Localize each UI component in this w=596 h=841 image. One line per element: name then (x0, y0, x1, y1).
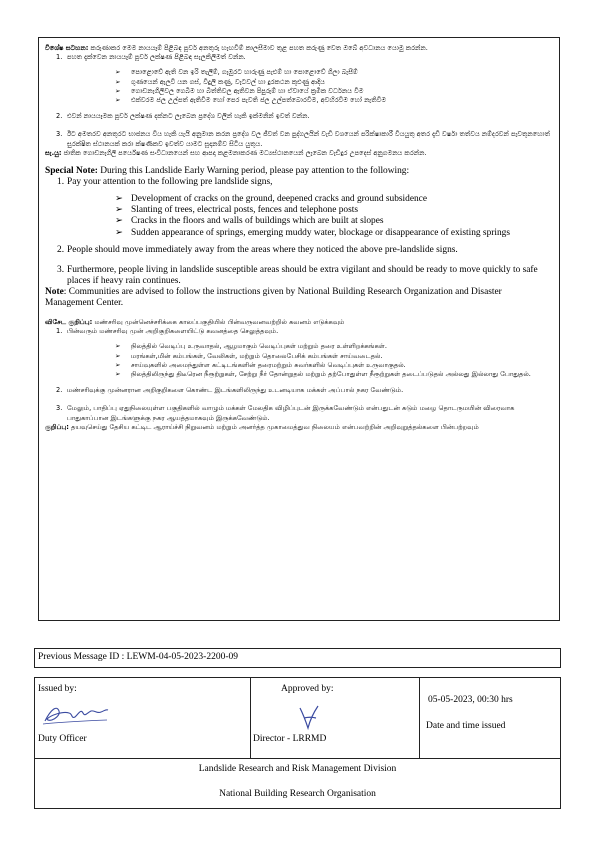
arrow-bullet-icon: ➢ (115, 342, 121, 351)
sinhala-lead (45, 44, 553, 53)
landslide-notice-box (38, 37, 560, 621)
list-item (45, 112, 553, 121)
sinhala-note-label: සැ.යු: (45, 148, 62, 157)
item-number: 3. (56, 130, 63, 139)
item-number: 3. (56, 404, 63, 413)
item-text: Furthermore, people living in landslide susceptible areas should be extra vigilant and should be ready to move quickly to safe places if heavy rain continues. (67, 264, 538, 286)
list-item (115, 352, 553, 361)
item-number: 1. (57, 177, 65, 188)
item-text: People should move immediately away from the areas where they noticed the above pre-landslide signs. (67, 244, 458, 255)
list-item (115, 96, 553, 105)
list-item (45, 177, 553, 238)
arrow-bullet-icon: ➢ (115, 77, 121, 86)
list-item (45, 245, 553, 256)
issued-by-cell (35, 678, 251, 759)
issued-by-role: Duty Officer (38, 734, 87, 744)
tamil-section (45, 318, 553, 432)
sinhala-lead-text: කරුණාකර මෙම නායයෑම් පිළිබඳ පූර්ව අනතුරු හැඟවීම් කාලසීමාව තුළ පහත කරුණු වෙත ඔබේ අවධානය යොමු කරන්න. (88, 44, 428, 52)
item-text: பின்வரும் மண்சரிவு முன் அறிகுறிகளையிட்டு கவனத்தை செலுத்தவும். (67, 327, 279, 336)
arrow-bullet-icon: ➢ (115, 360, 121, 369)
bullet-text: Sudden appearance of springs, emerging muddy water, blockage or disappearance of existing springs (131, 227, 511, 238)
bullet-text: Slanting of trees, electrical posts, fences and telephone posts (131, 205, 359, 216)
item-text: පහත දැක්වෙන නායයෑම් පූර්ව ලක්ෂණ පිළිබඳ සැලකිලිමත් වන්න. (67, 53, 246, 62)
bullet-text: Development of cracks on the ground, deepened cracks and ground subsidence (131, 194, 427, 205)
sinhala-section (45, 44, 553, 158)
bullet-text: நிலத்திலிருந்து திடீரென நீரூற்றுகள், சேற்று நீர் தோன்றுதல் மற்றும் தற்போதுள்ள நீரூற்றுகள் தடைப்படுதல் அல்லது இல்லாது போதுதல். (131, 370, 531, 379)
bullet-text: ගොඩනැගිලිවල ගෙබිම හා බිත්තිවල ඇතිවන පිපුරුම් හා ඒවායේ ක්‍රමික වර්ධනය වීම (131, 86, 364, 95)
list-item (115, 205, 553, 216)
item-text: එවන් නායයෑමක පූර්ව ලක්ෂණ දක්නට ලැබෙන ප්‍රදේශ වලින් හැකි ඉක්මනින් ඉවත් වන්න. (67, 112, 310, 121)
organisation-row (35, 759, 560, 808)
list-item (115, 216, 553, 227)
sinhala-list (45, 53, 553, 149)
list-item (115, 194, 553, 205)
list-item (115, 87, 553, 96)
arrow-bullet-icon: ➢ (115, 68, 121, 77)
arrow-bullet-icon: ➢ (115, 86, 121, 95)
english-lead-text: During this Landslide Early Warning period, please pay attention to the following: (97, 166, 410, 177)
bullet-text: පොළොවේ ඇති වන ඉරි තැලීම්, ගැඹුරට හාරුණු පැළුම් හා පොළොවේ ගිලා බැසීම් (131, 68, 358, 77)
sinhala-note (45, 149, 553, 158)
sinhala-note-text: ජාතික ගොඩනැගිලි පර්යේෂණ සංවිධානයෙන් සහ ආපදා කළමනාකරණ මධ්‍යස්ථානයෙන් ලැබෙන වැඩිදුර උපදෙස් අනුගමනය කරන්න. (61, 148, 427, 157)
english-lead (45, 166, 553, 177)
english-note-text: : Communities are advised to follow the instructions given by National Building Research Organization and Disaster Management Center. (45, 286, 502, 308)
sinhala-lead-label: විශේෂ සටහන: (45, 44, 89, 52)
arrow-bullet-icon: ➢ (115, 205, 123, 216)
list-item (115, 68, 553, 77)
approved-by-cell (251, 678, 420, 759)
english-note-label: Note (45, 286, 64, 297)
arrow-bullet-icon: ➢ (115, 216, 123, 227)
list-item (115, 228, 553, 239)
item-number: 1. (56, 327, 63, 336)
issuance-table (34, 677, 561, 809)
list-item (115, 78, 553, 87)
bullet-text: மரங்கள்,மின் கம்பங்கள், வேலிகள், மற்றும் தொலைபேசிக் கம்பங்கள் சாய்வடைதல். (131, 351, 383, 360)
issue-date-time: 05-05-2023, 00:30 hrs (428, 695, 513, 705)
signature-row (35, 678, 560, 759)
list-item (45, 130, 553, 148)
item-number: 2. (57, 244, 65, 255)
director-signature-icon (294, 702, 324, 732)
tamil-lead (45, 318, 553, 327)
tamil-note-text: தயவுசெய்து தேசிய கட்டிட ஆராய்ச்சி நிறுவனம் மற்றும் அனர்த்த முகாமைத்துவ நிலையம் என்பவற்றின் அறிவுறுத்தல்களை பின்பற்றவும் (68, 422, 479, 431)
organisation-name: National Building Research Organisation (219, 789, 376, 799)
tamil-note-label: குறிப்பு: (45, 422, 69, 431)
item-text: மேலும், பாதிப்பு ஏதுநிலையுள்ள பகுதிகளில் வாழும் மக்கள் மேலதிக விழிப்புடன் இருக்கவேண்டும் என்பதுடன் கடும் மழை தொடருமயின் விரைவாக பாதுகாப்பான இடங்களுக்கு நகர ஆயத்தமாகவும் இருக்கவேண்டும். (67, 404, 515, 422)
list-item (45, 386, 553, 395)
english-note (45, 287, 553, 309)
arrow-bullet-icon: ➢ (115, 227, 123, 238)
list-item (115, 361, 553, 370)
list-item (45, 265, 553, 287)
tamil-signs-list (115, 342, 553, 379)
item-number: 1. (56, 53, 63, 62)
tamil-note (45, 423, 553, 432)
item-text: Pay your attention to the following pre landslide signs, (67, 177, 273, 188)
issued-by-label: Issued by: (38, 684, 77, 694)
sinhala-signs-list (115, 68, 553, 105)
arrow-bullet-icon: ➢ (115, 351, 121, 360)
list-item (115, 342, 553, 351)
item-number: 2. (56, 112, 63, 121)
item-number: 2. (56, 386, 63, 395)
bullet-text: ගුණයෙන් ඇලවී යන ගස්, විදුලි කණු, වැටවල් හා දුරකථන කුළුණු ආදිය (131, 77, 325, 86)
tamil-lead-label: விசேட குறிப்பு: (45, 318, 93, 327)
approved-by-role: Director - LRRMD (253, 734, 327, 744)
list-item (115, 370, 553, 379)
bullet-text: சாய்வுகளில் அமைந்துள்ள கட்டிடங்களின் தரைமற்றும் சுவர்களில் வெடிப்புகள் உருவாகுதல். (131, 360, 406, 369)
english-signs-list (115, 194, 553, 238)
arrow-bullet-icon: ➢ (115, 194, 123, 205)
item-number: 3. (57, 264, 65, 275)
list-item (45, 327, 553, 379)
duty-officer-signature-icon (41, 701, 111, 727)
arrow-bullet-icon: ➢ (115, 96, 121, 105)
item-text: ඊට අමතරව අනතුරට භාජනය විය හැකි යැයි අනුමාන කරන ප්‍රදේශ වල ජීවත් වන පුද්ගලයින් වැඩි වශයෙන් පරික්ෂාකාරී වියයුතු අතර දැඩි වර්ෂා තත්වය නම්දරවන් පැවතුනහොත් සුරක්ෂිත ස්ථානයක් කරා ක්ෂණිකව ඉවත්ව යාමට සූදානම්ව සිටිය යුතුය. (67, 130, 550, 148)
english-list (45, 177, 553, 287)
bullet-text: நிலத்தில் வெடிப்பு உருவாதல், ஆழமாகும் வெடிப்புகள் மற்றும் தரை உள்ளிறக்கங்கள். (131, 342, 387, 351)
bullet-text: එක්වරම ජල උල්පත් ඇතිවීම හෝ පෙර පැවති ජල උල්පත්බොරවීම, අවහිරවීම හෝ නැතිවීම (131, 96, 387, 105)
item-text: மண்சரிவுக்கு முன்னரான அறிகுறிகளை கொண்ட இடங்களிலிருந்து உடனடியாக மக்கள் அப்பால் நகர வேண்டும். (67, 386, 404, 395)
approved-by-label: Approved by: (281, 684, 334, 694)
tamil-lead-text: மண்சரிவு முன்னெச்சரிக்கை காலப்பகுதியில் பின்வருவனவற்றில் கவனம் எடுக்கவும் (92, 318, 345, 327)
date-cell (420, 678, 560, 759)
english-lead-label: Special Note: (45, 166, 98, 177)
tamil-list (45, 327, 553, 423)
list-item (45, 404, 553, 422)
issue-date-label: Date and time issued (426, 721, 506, 731)
division-name: Landslide Research and Risk Management Division (198, 764, 397, 774)
list-item (45, 53, 553, 105)
english-section (45, 166, 553, 309)
arrow-bullet-icon: ➢ (115, 370, 121, 379)
previous-message-id: Previous Message ID : LEWM-04-05-2023-2200-09 (34, 648, 561, 668)
bullet-text: Cracks in the floors and walls of buildings which are built at slopes (131, 216, 384, 227)
